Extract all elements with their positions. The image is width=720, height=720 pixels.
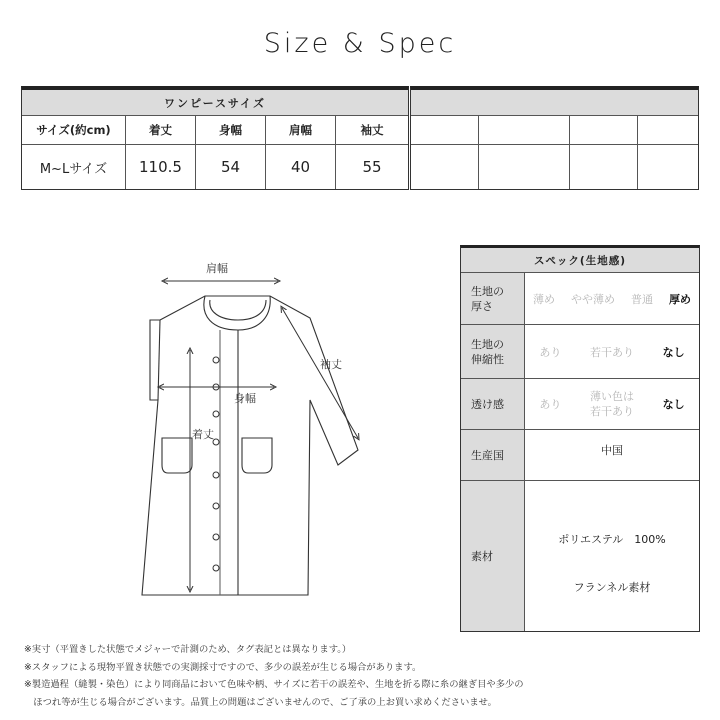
footnote: ほつれ等が生じる場合がございます。品質上の問題はございませんので、ご了承の上お買い求めくださいませ。 [24,696,497,708]
empty-cell [570,145,638,189]
size-table-header-row [22,116,408,145]
spec-value-wrap [525,430,699,480]
dress-illustration [120,250,400,600]
chest-label: 身幅 [234,392,256,405]
sleeve-label: 袖丈 [320,358,342,371]
spec-option: 若干あり [589,345,634,359]
empty-cell [411,116,479,145]
size-cell: 54 [196,145,266,189]
size-table [21,86,409,190]
spec-options [525,379,699,429]
spec-label: 透け感 [461,379,525,429]
spec-note: フランネル素材 [573,581,651,594]
spec-option: 薄め [533,292,555,306]
spec-label [461,325,525,378]
spec-row-sheerness [461,379,699,430]
size-cell: M~Lサイズ [22,145,126,189]
footnote: ※実寸（平置きした状態でメジャーで計測のため、タグ表記とは異なります。） [24,644,352,655]
empty-cell [411,145,479,189]
footnote: ※製造過程（縫製・染色）により同商品において色味や柄、サイズに若干の誤差や、生地を折る際に糸の継ぎ目や多少の [24,679,524,690]
empty-cell [638,116,698,145]
empty-cell [479,145,570,189]
spec-option: あり [539,398,562,411]
spec-label [461,273,525,324]
size-table-section-label: ワンピースサイズ [22,90,408,116]
spec-option: 薄い色は 若干あり [589,390,634,418]
spec-value: 中国 [601,444,623,457]
spec-table [460,245,700,632]
empty-row [411,145,698,189]
size-header-cell: 袖丈 [336,116,408,145]
spec-table-title: スペック(生地感) [461,248,699,273]
spec-option-selected: なし [662,398,685,411]
size-cell: 40 [266,145,336,189]
size-table-empty [410,86,699,190]
empty-cell [479,116,570,145]
spec-label: 生産国 [461,430,525,480]
size-header-cell: サイズ(約cm) [22,116,126,145]
shoulder-label: 肩幅 [206,262,228,275]
spec-options [525,273,699,324]
size-cell: 110.5 [126,145,196,189]
size-table-empty-header [411,90,698,116]
spec-label-text: 生地の 伸縮性 [471,337,504,366]
empty-cell [638,145,698,189]
size-cell: 55 [362,158,382,176]
spec-value: ポリエステル 100% [558,533,666,546]
spec-row-thickness [461,273,699,325]
spec-label: 素材 [461,481,525,631]
size-table-row [22,145,408,189]
spec-option-selected: 厚め [669,292,691,306]
size-header-cell: 身幅 [196,116,266,145]
spec-option: 普通 [631,292,653,306]
spec-label-text: 生地の 厚さ [471,284,504,313]
size-header-cell: 肩幅 [266,116,336,145]
page-title: Size & Spec [263,28,457,59]
spec-value-wrap [525,481,699,631]
spec-option-selected: なし [662,345,685,359]
footnotes [24,641,524,711]
spec-option: やや薄め [571,292,615,306]
garment-diagram [120,250,400,600]
size-header-cell: 着丈 [126,116,196,145]
spec-row-origin [461,430,699,481]
footnote: ※スタッフによる現物平置き状態での実測採寸ですので、多少の誤差が生じる場合があります。 [24,661,422,673]
spec-row-material [461,481,699,631]
empty-cell [570,116,638,145]
spec-row-stretch [461,325,699,379]
spec-option: あり [539,345,562,359]
spec-options [525,325,699,378]
length-label: 着丈 [192,428,214,441]
empty-row [411,116,698,145]
